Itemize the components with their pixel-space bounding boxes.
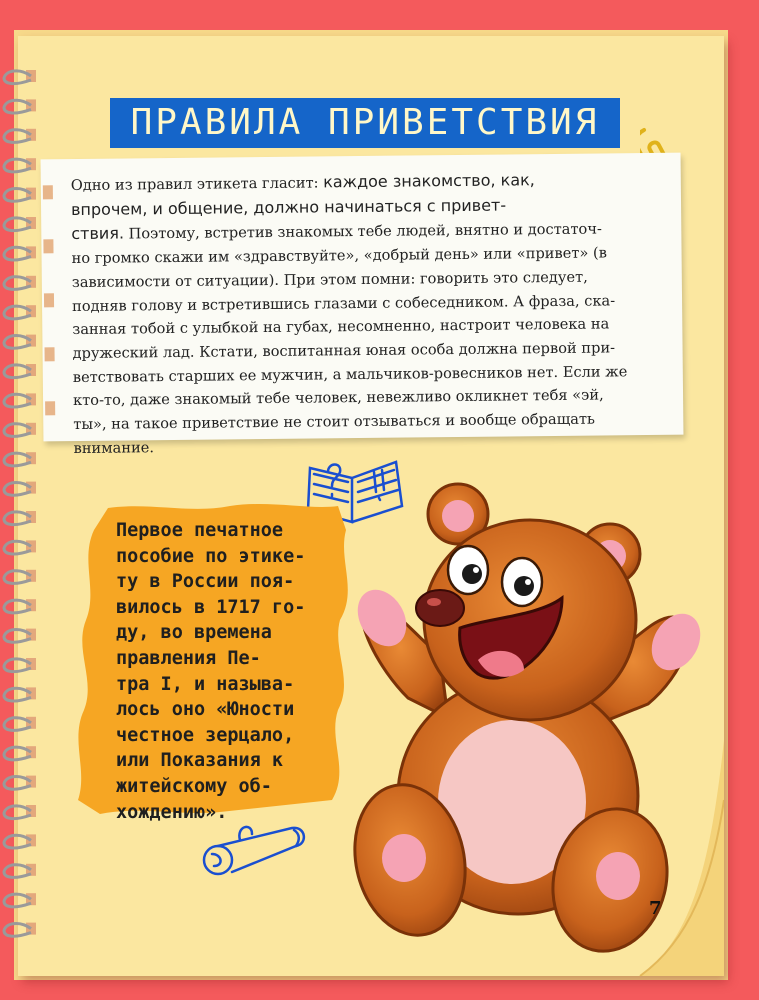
note-punch-holes bbox=[41, 165, 64, 435]
fact-line: честное зерцало, bbox=[116, 724, 295, 746]
note-line: ветствовать старших ее мужчин, а мальчиков-ровесников нет. Если же bbox=[72, 362, 628, 386]
fact-line: пособие по этике- bbox=[116, 545, 306, 567]
page-number: 7 bbox=[649, 898, 662, 919]
note-line: подняв голову и встретившись глазами с собеседником. А фраза, ска- bbox=[71, 291, 616, 315]
note-line: кто-то, даже знакомый тебе человек, невежливо окликнет тебя «эй, bbox=[72, 386, 604, 410]
fact-line: правления Пе- bbox=[116, 647, 261, 669]
note-line: впрочем, и общение, должно начинаться с привет- bbox=[70, 195, 507, 219]
note-line: занная тобой с улыбкой на губах, несомненно, настроит человека на bbox=[72, 315, 610, 339]
note-line: но громко скажи им «здравствуйте», «добрый день» или «привет» (в bbox=[71, 244, 607, 268]
note-line: внимание. bbox=[73, 438, 155, 457]
fact-line: житейскому об- bbox=[116, 775, 272, 797]
title-banner bbox=[110, 98, 620, 148]
cartoon-bear bbox=[348, 478, 710, 964]
fact-line: хождению». bbox=[116, 801, 228, 823]
fact-line: лось оно «Юности bbox=[116, 699, 295, 721]
scroll-doodle-icon bbox=[196, 818, 316, 882]
rules-note bbox=[41, 153, 684, 457]
fact-line: тра I, и называ- bbox=[116, 673, 295, 695]
fact-line: Первое печатное bbox=[116, 520, 284, 541]
page-title: ПРАВИЛА ПРИВЕТСТВИЯ bbox=[130, 102, 600, 143]
fact-line: ту в России поя- bbox=[116, 571, 295, 593]
note-line: ствия. Поэтому, встретив знакомых тебе людей, внятно и достаточ- bbox=[71, 220, 602, 244]
note-line: зависимости от ситуации). При этом помни: говорить это следует, bbox=[71, 268, 588, 291]
fact-line: ду, во времена bbox=[116, 622, 272, 644]
fact-line: вилось в 1717 го- bbox=[116, 596, 306, 618]
note-line: ты», на такое приветствие не стоит отзываться и вообще обращать bbox=[73, 410, 596, 434]
note-line: Одно из правил этикета гласит: каждое знакомство, как, bbox=[70, 170, 535, 195]
note-line: дружеский лад. Кстати, воспитанная юная особа должна первой при- bbox=[72, 339, 616, 362]
fact-text bbox=[116, 518, 348, 825]
spiral-binding bbox=[0, 60, 44, 960]
rules-text bbox=[71, 167, 674, 461]
fact-line: или Показания к bbox=[116, 750, 284, 772]
